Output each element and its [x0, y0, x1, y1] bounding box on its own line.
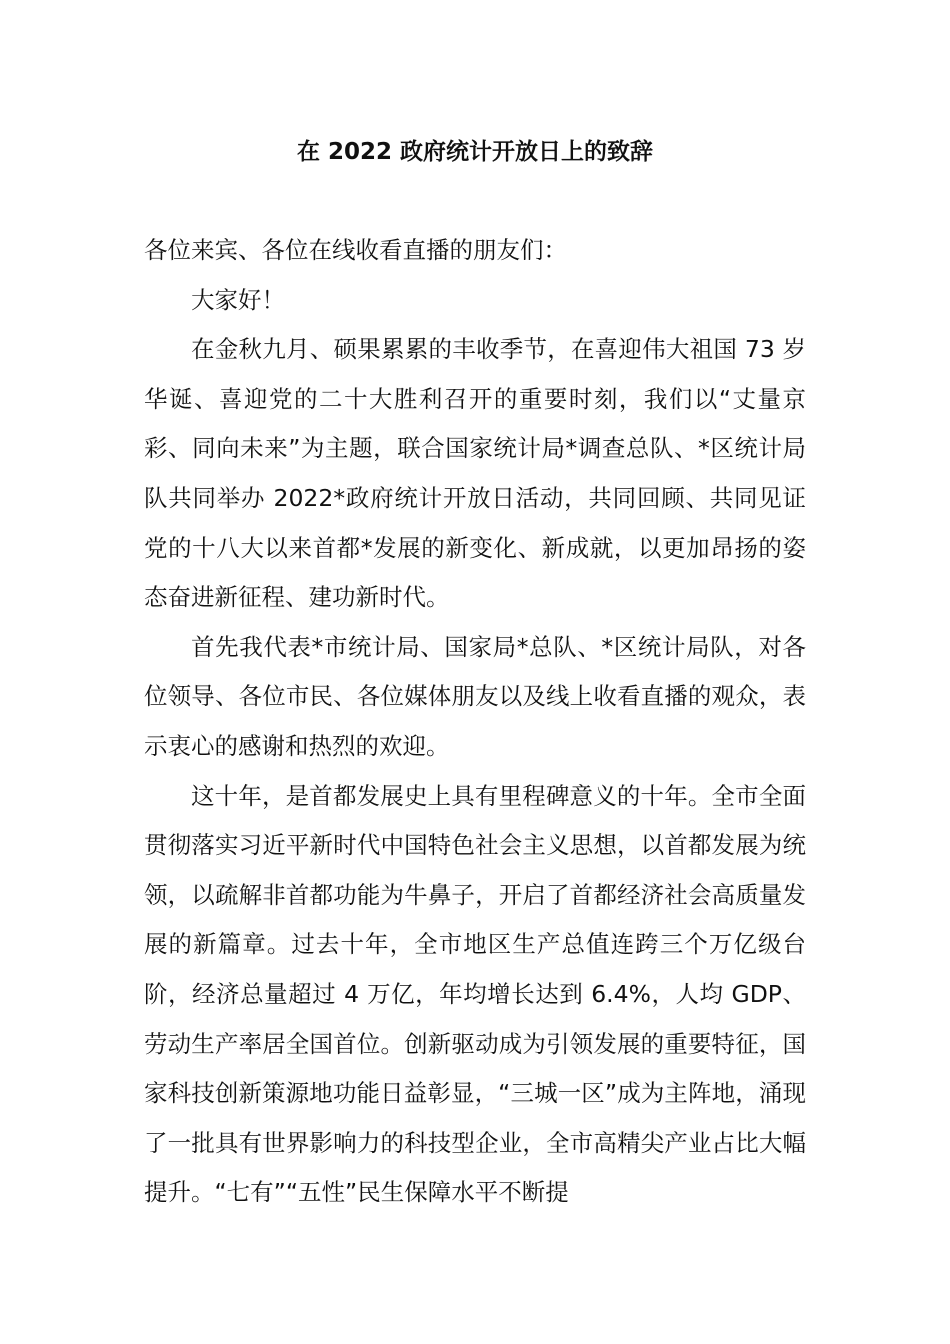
paragraph-thanks: 首先我代表*市统计局、国家局*总队、*区统计局队，对各位领导、各位市民、各位媒体朋友以及线上收看直播的观众，表示衷心的感谢和热烈的欢迎。	[144, 632, 806, 760]
document-title: 在 2022 政府统计开放日上的致辞	[296, 139, 654, 165]
paragraph-opening: 在金秋九月、硕果累累的丰收季节，在喜迎伟大祖国 73 岁华诞、喜迎党的二十大胜利召开的重要时刻，我们以“丈量京彩、同向未来”为主题，联合国家统计局*调查总队、*区统计局队共同举办 2022*政府统计开放日活动，共同回顾、共同见证党的十八大以来首都*发展的新变化、新成就，以更加昂扬的姿态奋进新征程、建功新时代。	[144, 335, 806, 612]
paragraph-decade-review: 这十年，是首都发展史上具有里程碑意义的十年。全市全面贯彻落实习近平新时代中国特色社会主义思想，以首都发展为统领，以疏解非首都功能为牛鼻子，开启了首都经济社会高质量发展的新篇章。过去十年，全市地区生产总值连跨三个万亿级台阶，经济总量超过 4 万亿，年均增长达到 6.4%，人均 GDP、劳动生产率居全国首位。创新驱动成为引领发展的重要特征，国家科技创新策源地功能日益彰显，“三城一区”成为主阵地，涌现了一批具有世界影响力的科技型企业，全市高精尖产业占比大幅提升。“七有”“五性”民生保障水平不断提	[144, 781, 806, 1207]
document-body	[144, 226, 806, 1218]
greeting: 大家好！	[191, 285, 285, 314]
salutation: 各位来宾、各位在线收看直播的朋友们：	[144, 236, 567, 264]
